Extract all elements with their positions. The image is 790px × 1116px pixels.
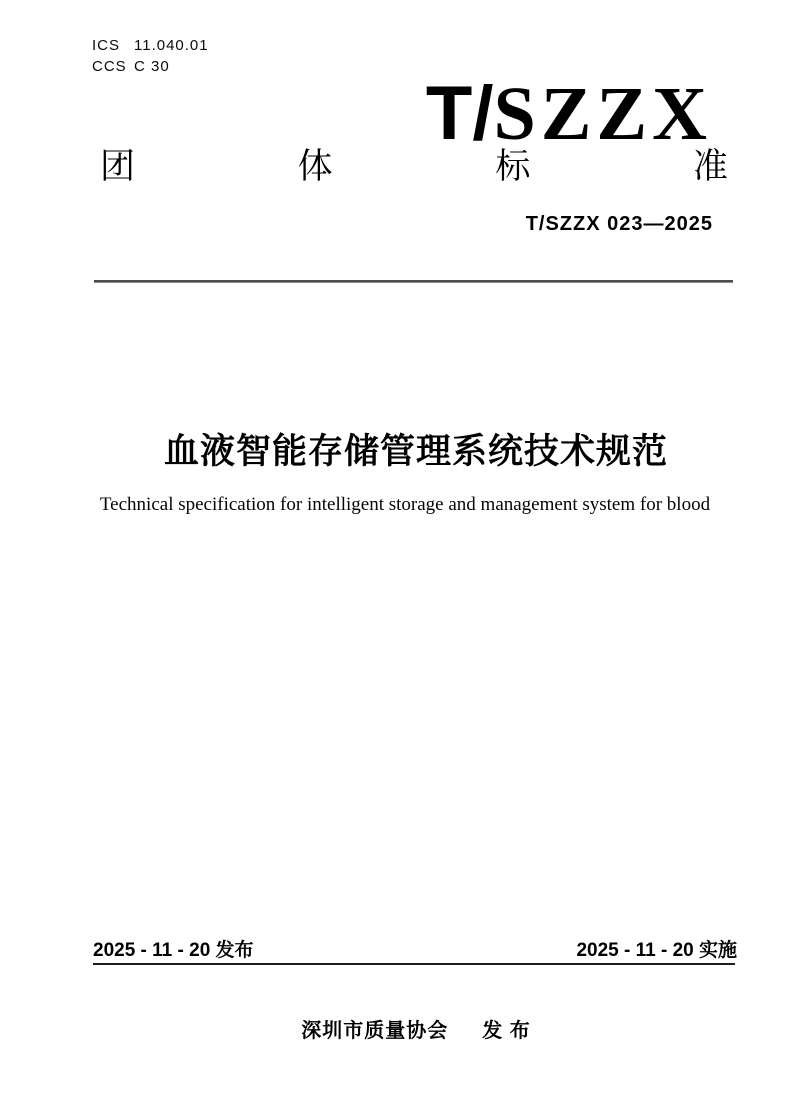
ccs-value: C 30 — [134, 58, 170, 75]
ccs-label: CCS — [92, 58, 127, 75]
standard-body-logotype — [425, 71, 712, 156]
ics-line — [92, 35, 209, 56]
standard-type-char: 体 — [297, 147, 333, 186]
top-divider-rule — [94, 280, 733, 283]
publish-action-label: 发 布 — [482, 1020, 531, 1042]
standard-type-char: 准 — [692, 147, 728, 186]
document-title-chinese: 血液智能存储管理系统技术规范 — [163, 432, 668, 471]
issue-date: 2025 - 11 - 20 发布 — [93, 940, 254, 961]
standard-type-char: 标 — [495, 147, 531, 186]
standard-type-char: 团 — [100, 147, 136, 186]
standard-number: T/SZZX 023—2025 — [525, 213, 713, 235]
ics-value: 11.040.01 — [134, 37, 209, 54]
standard-type-row — [100, 148, 728, 187]
ccs-line — [92, 56, 209, 77]
implement-date: 2025 - 11 - 20 实施 — [576, 940, 737, 961]
bottom-divider-rule — [93, 963, 735, 965]
logotype-body: SZZX — [493, 72, 712, 156]
publisher-row — [92, 1014, 740, 1043]
ics-label: ICS — [92, 37, 121, 54]
document-title-english: Technical specification for intelligent storage and management system for blood — [99, 494, 711, 515]
classification-codes — [92, 35, 209, 77]
publisher-name: 深圳市质量协会 — [301, 1020, 449, 1042]
date-row — [93, 935, 737, 962]
logotype-prefix: T/ — [425, 71, 494, 156]
